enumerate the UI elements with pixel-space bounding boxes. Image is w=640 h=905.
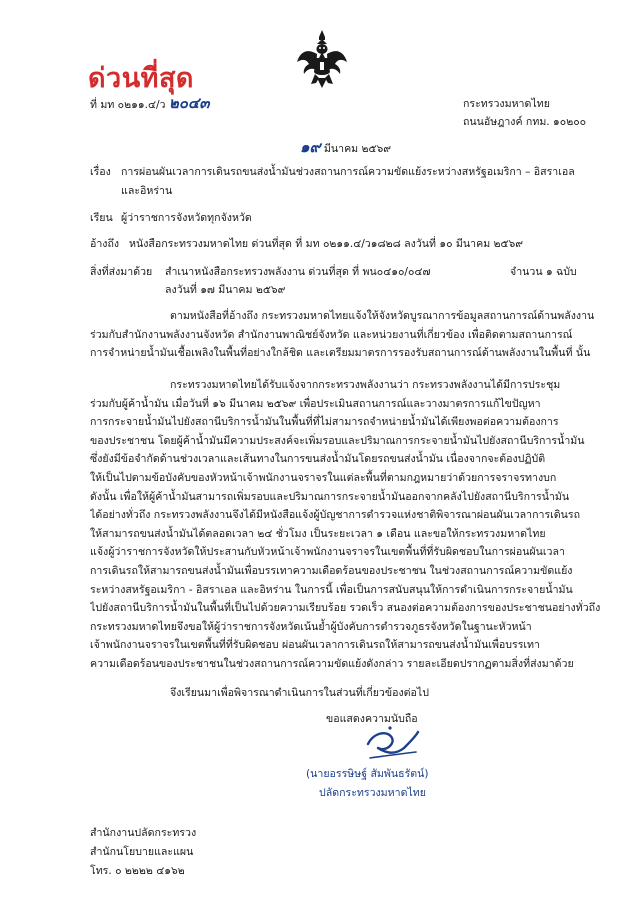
signatory-position: ปลัดกระทรวงมหาดไทย bbox=[319, 787, 426, 799]
paragraph-line: ซึ่งยังมีข้อจำกัดด้านช่วงเวลาและเส้นทางในการขนส่งน้ำมันโดยรถขนส่งน้ำมัน เนื่องจากจะต้องปฏิบัติ bbox=[90, 453, 546, 466]
enclosure-line-1: สำเนาหนังสือกระทรวงพลังงาน ด่วนที่สุด ที่ พน๐๔๑๐/๐๔๗ bbox=[165, 266, 431, 278]
paragraph-line: กระทรวงมหาดไทยได้รับแจ้งจากกระทรวงพลังงานว่า กระทรวงพลังงานได้มีการประชุม bbox=[170, 379, 561, 391]
closing-request: จึงเรียนมาเพื่อพิจารณาดำเนินการในส่วนที่เกี่ยวข้องต่อไป bbox=[170, 687, 429, 699]
footer-division: สำนักนโยบายและแผน bbox=[90, 846, 194, 858]
paragraph-line: กระทรวงมหาดไทยจึงขอให้ผู้ว่าราชการจังหวัดเน้นย้ำผู้บังคับการตำรวจภูธรจังหวัดในฐานะหัวหน้า bbox=[90, 620, 532, 633]
reference-label: อ้างถึง bbox=[90, 238, 120, 250]
handwritten-signature bbox=[360, 722, 424, 768]
paragraph-line: การจำหน่ายน้ำมันเชื้อเพลิงในพื้นที่อย่างใกล้ชิด และเตรียมมาตรการรองรับสถานการณ์ด้านพลังงานในพื้นที่ นั้น bbox=[90, 347, 591, 360]
footer-office: สำนักงานปลัดกระทรวง bbox=[90, 827, 197, 839]
urgency-stamp: ด่วนที่สุด bbox=[88, 63, 194, 94]
enclosure-line-2: ลงวันที่ ๑๗ มีนาคม ๒๕๖๙ bbox=[165, 284, 286, 296]
paragraph-line: การกระจายน้ำมันไปยังสถานีบริการน้ำมันในพื้นที่ที่ไม่สามารถจำหน่ายน้ำมันได้เพียงพอต่อความต้องการ bbox=[90, 416, 559, 429]
enclosure-count: จำนวน ๑ ฉบับ bbox=[510, 266, 577, 278]
paragraph-line: แจ้งผู้ว่าราชการจังหวัดให้ประสานกับหัวหน้าเจ้าพนักงานจราจรในเขตพื้นที่ที่รับผิดชอบในการผ่อนผันเวลา bbox=[90, 546, 565, 559]
paragraph-line: ระหว่างสหรัฐอเมริกา - อิสราเอล และอิหร่าน ในการนี้ เพื่อเป็นการสนับสนุนให้การดำเนินการกระจายน้ำมัน bbox=[90, 583, 573, 596]
document-date bbox=[300, 140, 391, 156]
paragraph-line: ความเดือดร้อนของประชาชนในช่วงสถานการณ์ความขัดแย้งดังกล่าว รายละเอียดปรากฏตามสิ่งที่ส่งมาด้วย bbox=[90, 657, 574, 670]
paragraph-line: ของประชาชน โดยผู้ค้าน้ำมันมีความประสงค์จะเพิ่มรอบและปริมาณการกระจายน้ำมันไปยังสถานีบริการน้ำมัน bbox=[90, 434, 585, 447]
paragraph-line: ร่วมกับผู้ค้าน้ำมัน เมื่อวันที่ ๑๖ มีนาคม ๒๕๖๙ เพื่อประเมินสถานการณ์และวางมาตรการแก้ไขปัญหา bbox=[90, 397, 541, 410]
to-label: เรียน bbox=[90, 212, 113, 224]
date-day-handwritten: ๑๙ bbox=[300, 138, 321, 156]
body-paragraph-1 bbox=[90, 307, 600, 363]
ministry-name: กระทรวงมหาดไทย bbox=[463, 98, 550, 110]
body-paragraph-2 bbox=[90, 376, 600, 674]
document-number-handwritten: ๒๐๔๓ bbox=[168, 94, 210, 112]
subject-line-1: การผ่อนผันเวลาการเดินรถขนส่งน้ำมันช่วงสถานการณ์ความขัดแย้งระหว่างสหรัฐอเมริกา – อิสราเอล bbox=[121, 166, 575, 178]
paragraph-line: การเดินรถให้สามารถขนส่งน้ำมันเพื่อบรรเทาความเดือดร้อนของประชาชน ในช่วงสถานการณ์ความขัดแย้ง bbox=[90, 564, 573, 577]
paragraph-line: เจ้าพนักงานจราจรในเขตพื้นที่ที่รับผิดชอบ ผ่อนผันเวลาการเดินรถให้สามารถขนส่งน้ำมันเพื่อบรรเทา bbox=[90, 639, 540, 652]
paragraph-line: ดังนั้น เพื่อให้ผู้ค้าน้ำมันสามารถเพิ่มรอบและปริมาณการกระจายน้ำมันออกจากคลังไปยังสถานีบริการน้ำมัน bbox=[90, 490, 570, 503]
paragraph-line: ตามหนังสือที่อ้างถึง กระทรวงมหาดไทยแจ้งให้จังหวัดบูรณาการข้อมูลสถานการณ์ด้านพลังงาน bbox=[170, 310, 595, 322]
signatory-name: (นายอรรษิษฐ์ สัมพันธรัตน์) bbox=[306, 768, 429, 780]
to-recipient: ผู้ว่าราชการจังหวัดทุกจังหวัด bbox=[121, 212, 252, 224]
paragraph-line: ไปยังสถานีบริการน้ำมันในพื้นที่เป็นไปด้วยความเรียบร้อย รวดเร็ว สนองต่อความต้องการของประชาชนอย่างทั่วถึง bbox=[90, 602, 600, 615]
garuda-emblem-icon bbox=[295, 28, 349, 90]
ministry-address: ถนนอัษฎางค์ กทม. ๑๐๒๐๐ bbox=[463, 116, 587, 128]
document-number-prefix: ที่ มท ๐๒๑๑.๔/ว bbox=[90, 99, 166, 111]
paragraph-line: ร่วมกับสำนักงานพลังงานจังหวัด สำนักงานพาณิชย์จังหวัด และหน่วยงานที่เกี่ยวข้อง เพื่อติดตามสถานการณ์ bbox=[90, 328, 573, 341]
subject-line-2: และอิหร่าน bbox=[121, 185, 173, 197]
document-number bbox=[90, 96, 210, 112]
enclosure-label: สิ่งที่ส่งมาด้วย bbox=[90, 266, 153, 278]
subject-label: เรื่อง bbox=[90, 166, 111, 178]
paragraph-line: ให้เป็นไปตามข้อบังคับของหัวหน้าเจ้าพนักงานจราจรในแต่ละพื้นที่ตามกฎหมายว่าด้วยการจราจรทางบก bbox=[90, 471, 557, 484]
closing-regards: ขอแสดงความนับถือ bbox=[326, 713, 418, 725]
paragraph-line: ให้สามารถขนส่งน้ำมันได้ตลอดเวลา ๒๔ ชั่วโมง เป็นระยะเวลา ๑ เดือน และขอให้กระทรวงมหาดไทย bbox=[90, 527, 546, 540]
reference-text: หนังสือกระทรวงมหาดไทย ด่วนที่สุด ที่ มท ๐๒๑๑.๔/ว๑๘๒๘ ลงวันที่ ๑๐ มีนาคม ๒๕๖๙ bbox=[129, 238, 524, 250]
date-month-year: มีนาคม ๒๕๖๙ bbox=[323, 143, 391, 155]
footer-phone: โทร. ๐ ๒๒๒๒ ๔๑๖๒ bbox=[90, 865, 185, 877]
paragraph-line: ได้อย่างทั่วถึง กระทรวงพลังงานจึงได้มีหนังสือแจ้งผู้บัญชาการตำรวจแห่งชาติพิจารณาผ่อนผันเวลาการเดินรถ bbox=[90, 509, 580, 522]
